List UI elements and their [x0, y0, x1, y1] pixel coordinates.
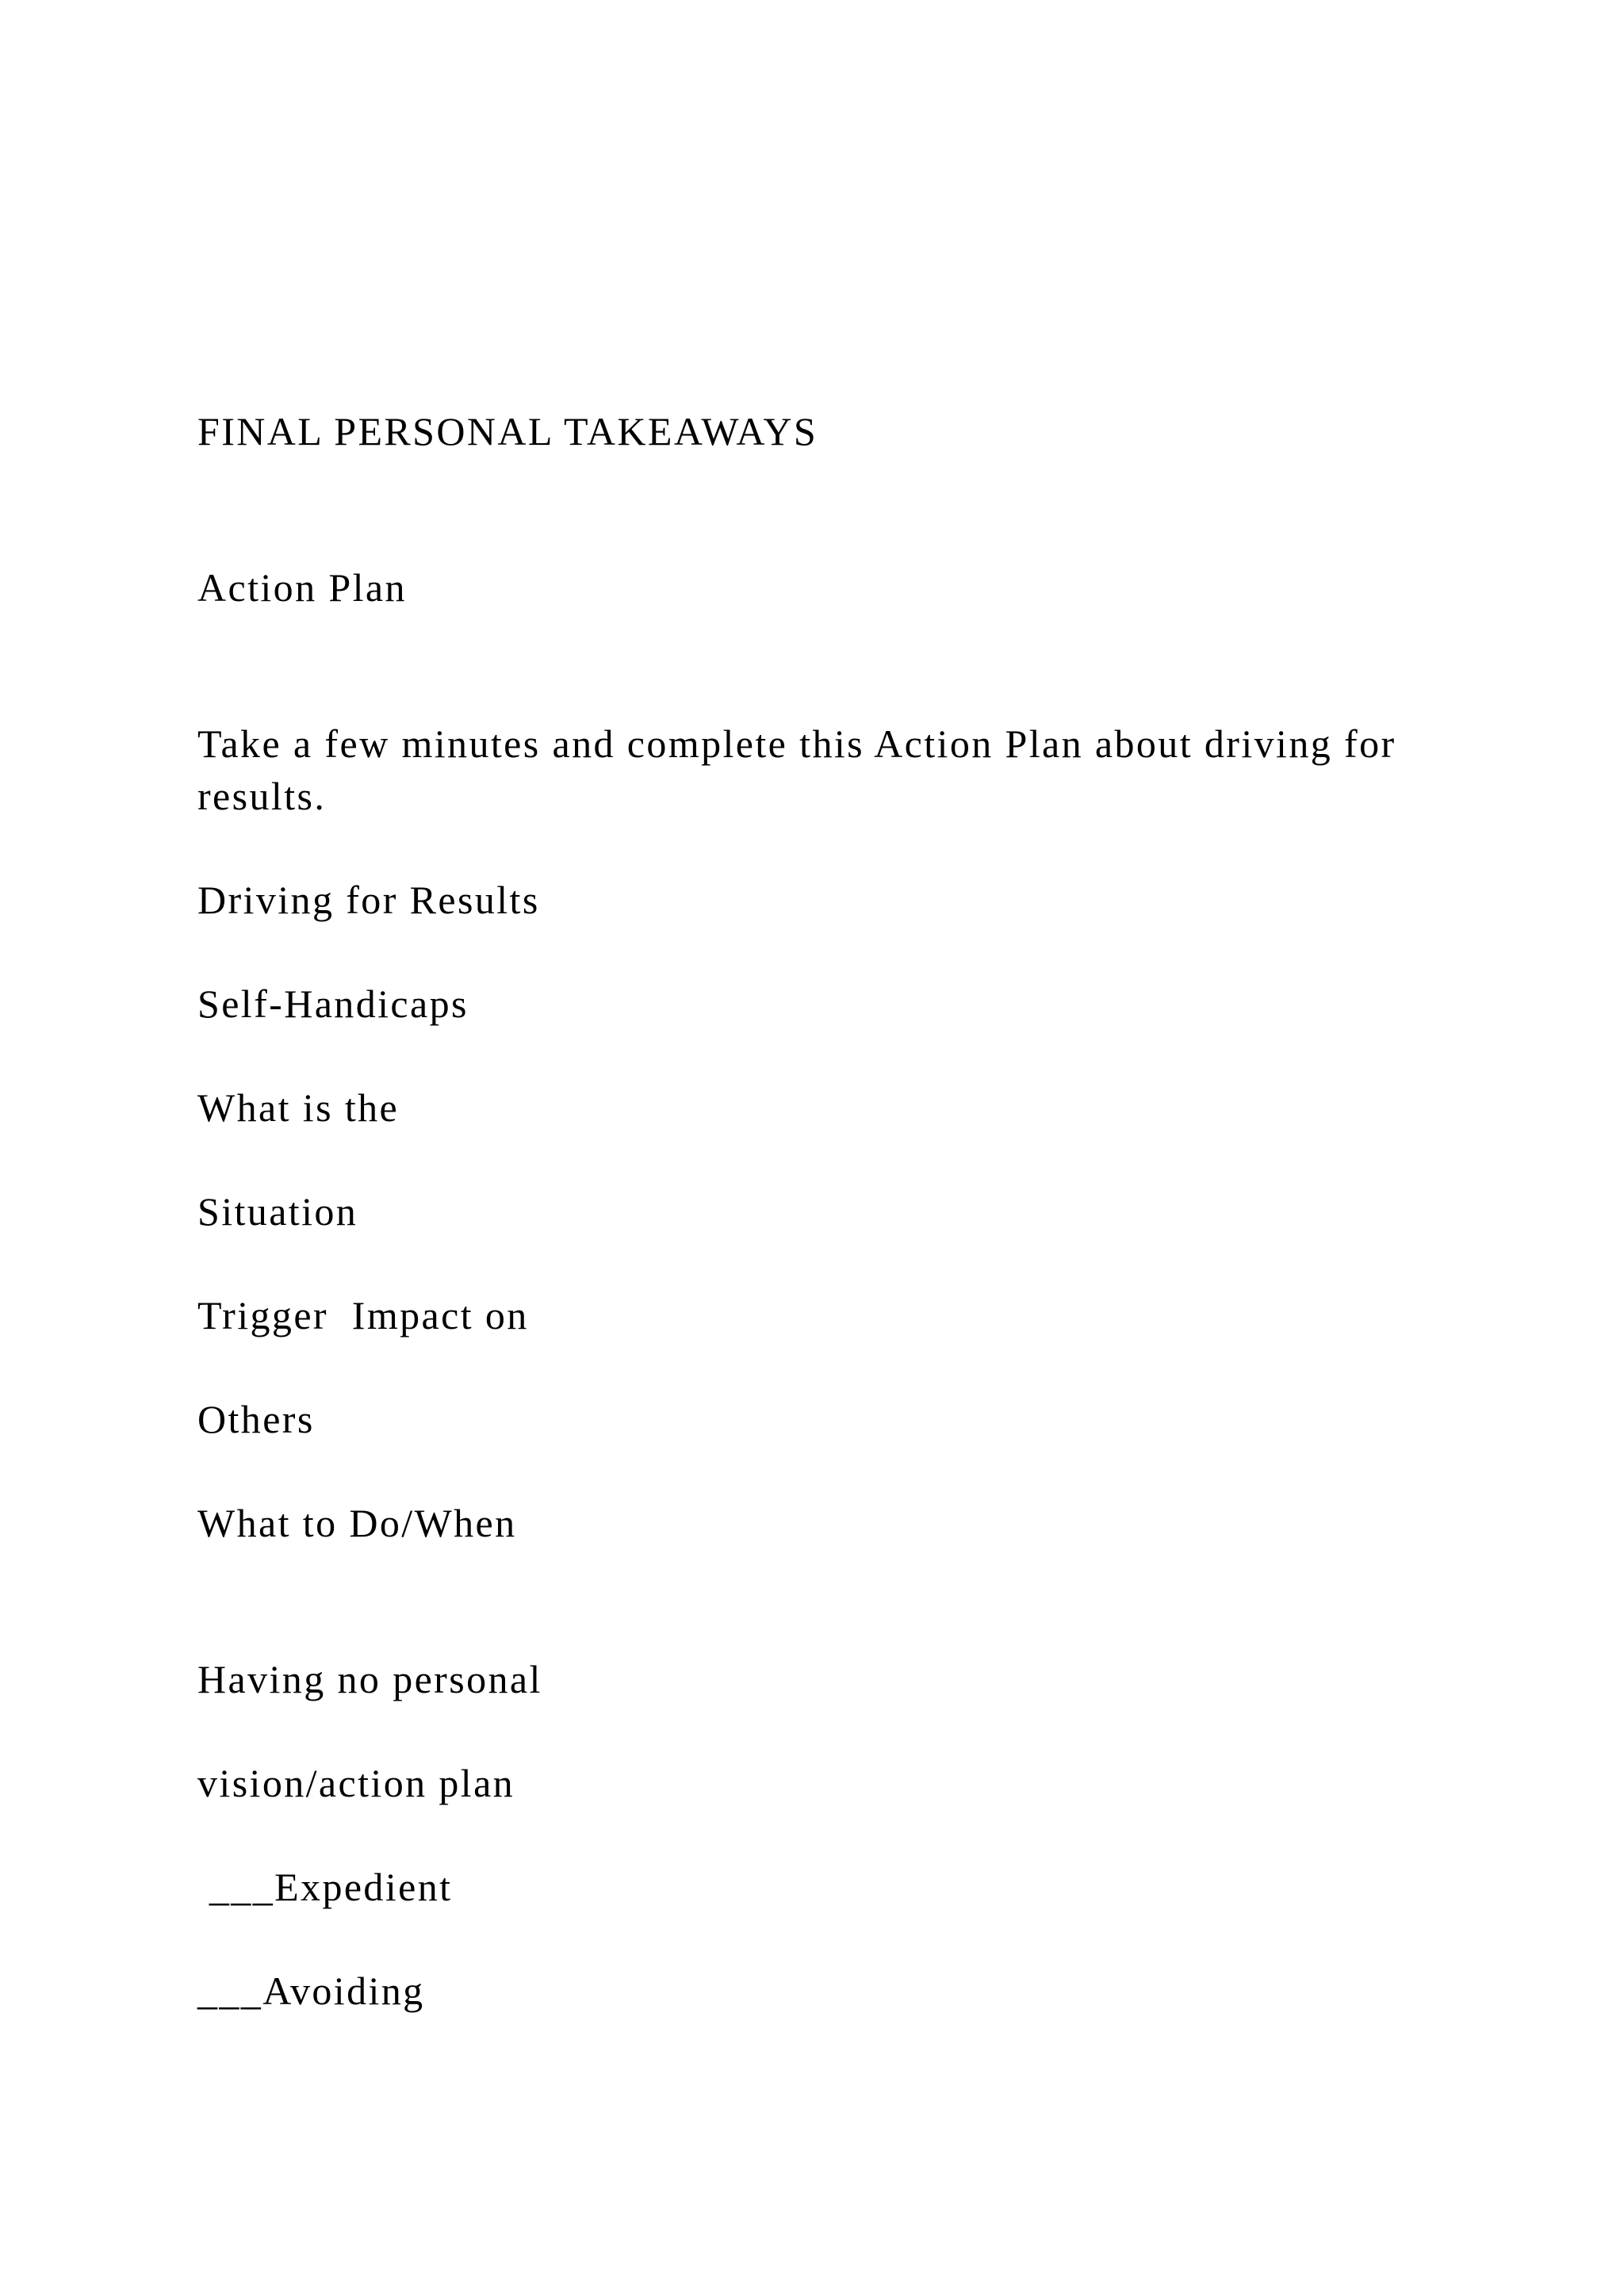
row-label-line1: Having no personal — [197, 1657, 542, 1701]
table-title: Driving for Results — [197, 878, 540, 922]
column-header-situation-line2: Situation — [197, 1189, 358, 1234]
column-header-what-to-do: What to Do/When — [197, 1501, 517, 1545]
column-header-situation-line1: What is the — [197, 1085, 400, 1130]
section-heading: Action Plan — [197, 565, 407, 610]
document-title: FINAL PERSONAL TAKEAWAYS — [197, 409, 818, 453]
row-label-line2: vision/action plan — [197, 1761, 515, 1805]
column-header-self-handicaps: Self-Handicaps — [197, 982, 469, 1026]
column-header-others: Others — [197, 1397, 315, 1441]
instructions-paragraph: Take a few minutes and complete this Action Plan about driving for results. — [197, 721, 1396, 818]
option-expedient: ___Expedient — [197, 1865, 453, 1909]
column-header-trigger-impact: Trigger Impact on — [197, 1293, 529, 1337]
option-avoiding: ___Avoiding — [197, 1969, 425, 2013]
